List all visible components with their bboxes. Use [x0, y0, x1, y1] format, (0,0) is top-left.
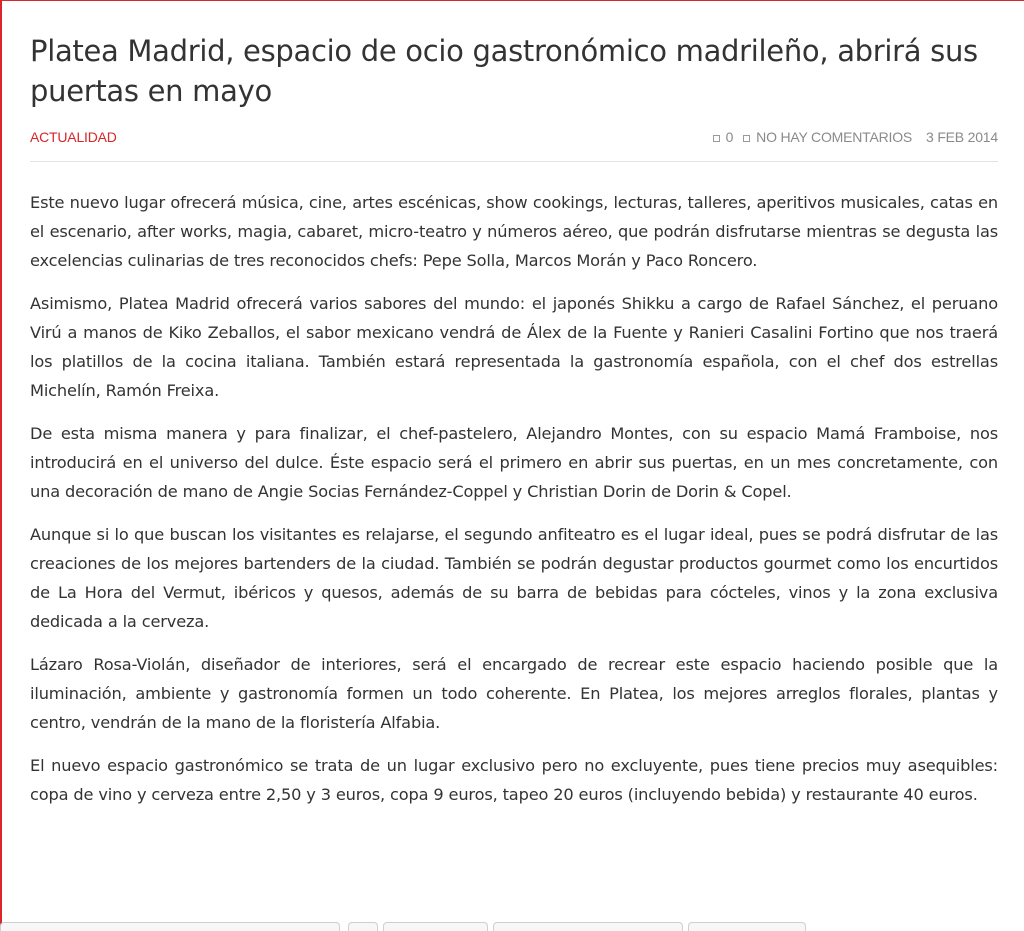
bottom-tab[interactable] [493, 922, 683, 931]
bottom-tab-strip [0, 922, 1024, 931]
article-date: 3 FEB 2014 [926, 129, 998, 145]
paragraph: El nuevo espacio gastronómico se trata de un lugar exclusivo pero no excluyente, pues tiene precios muy asequibles: copa de vino y cerveza entre 2,50 y 3 euros, copa 9 euros, tapeo 20 euros (incluyendo bebida) y restaurante 40 euros. [30, 756, 998, 804]
paragraph: Este nuevo lugar ofrecerá música, cine, artes escénicas, show cookings, lecturas, talleres, aperitivos musicales, catas en el escenario, after works, magia, cabaret, micro-teatro y números aéreo, que podrán disfrutarse mientras se degusta las excelencias culinarias de tres reconocidos chefs: Pepe Solla, Marcos Morán y Paco Roncero. [30, 193, 998, 270]
bottom-tab[interactable] [0, 922, 340, 931]
paragraph: Aunque si lo que buscan los visitantes es relajarse, el segundo anfiteatro es el lugar ideal, pues se podrá disfrutar de las creaciones de los mejores bartenders de la ciudad. También se podrán degustar productos gourmet como los encurtidos de La Hora del Vermut, ibéricos y quesos, además de su barra de bebidas para cócteles, vinos y la zona exclusiva dedicada a la cerveza. [30, 525, 998, 631]
comments-count[interactable] [743, 129, 912, 145]
comments-link[interactable]: NO HAY COMENTARIOS [756, 129, 913, 145]
article-meta [30, 129, 998, 162]
article-title: Platea Madrid, espacio de ocio gastronómico madrileño, abrirá sus puertas en mayo [30, 34, 978, 108]
paragraph: Asimismo, Platea Madrid ofrecerá varios sabores del mundo: el japonés Shikku a cargo de Rafael Sánchez, el peruano Virú a manos de Kiko Zeballos, el sabor mexicano vendrá de Álex de la Fuente y Ranieri Casalini Fortino que nos traerá los platillos de la cocina italiana. También estará representada la gastronomía española, con el chef dos estrellas Michelín, Ramón Freixa. [30, 294, 998, 400]
bottom-tab[interactable] [383, 922, 488, 931]
article [30, 31, 998, 823]
paragraph: Lázaro Rosa-Violán, diseñador de interiores, será el encargado de recrear este espacio haciendo posible que la iluminación, ambiente y gastronomía formen un todo coherente. En Platea, los mejores arreglos florales, plantas y centro, vendrán de la mano de la floristería Alfabia. [30, 655, 998, 732]
meta-right [713, 129, 998, 145]
comments-square-icon [743, 135, 750, 142]
article-body [30, 188, 998, 809]
bottom-tab[interactable] [688, 922, 806, 931]
views-count [713, 129, 734, 145]
paragraph: De esta misma manera y para finalizar, el chef-pastelero, Alejandro Montes, con su espacio Mamá Framboise, nos introducirá en el universo del dulce. Éste espacio será el primero en abrir sus puertas, en un mes concretamente, con una decoración de mano de Angie Socias Fernández-Coppel y Christian Dorin de Dorin & Copel. [30, 424, 998, 501]
views-square-icon [713, 135, 720, 142]
category-link[interactable]: ACTUALIDAD [30, 129, 117, 145]
bottom-tab[interactable] [348, 922, 378, 931]
views-count-value: 0 [725, 129, 734, 145]
